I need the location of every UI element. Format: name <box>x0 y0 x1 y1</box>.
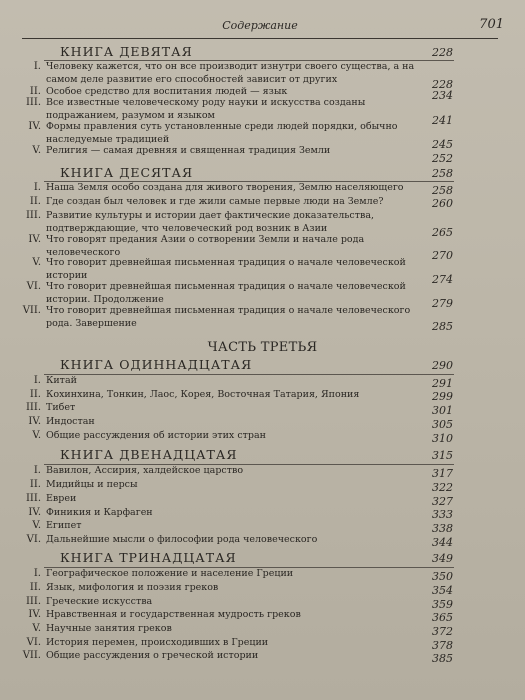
entry-page-number: 285 <box>432 320 453 333</box>
entry-title: Научные занятия греков <box>46 623 172 634</box>
entry-page-number: 372 <box>432 625 453 638</box>
entry-title: Общие рассуждения о греческой истории <box>46 650 259 661</box>
entry-page-number: 350 <box>432 570 453 583</box>
entry-title: Индостан <box>46 416 95 427</box>
entry-numeral: II. <box>29 389 41 400</box>
entry-title: Китай <box>46 375 77 386</box>
entry-numeral: III. <box>25 596 41 607</box>
entry-page-number: 344 <box>432 536 453 549</box>
entry-title: Мидийцы и персы <box>46 479 138 490</box>
entry-page-number: 327 <box>432 495 453 508</box>
entry-numeral: III. <box>25 402 41 413</box>
entry-title: Дальнейшие мысли о философии рода человеческого <box>46 534 318 545</box>
entry-numeral: V. <box>32 623 41 634</box>
book-heading: КНИГА ДЕВЯТАЯ <box>60 44 193 59</box>
entry-title: Развитие культуры и истории дает фактические доказательства, подтверждающие, что человеческий род возник в Азии <box>46 210 375 234</box>
book-heading: КНИГА ДВЕНАДЦАТАЯ <box>60 447 238 462</box>
book-page-number: 315 <box>432 449 453 462</box>
entry-title: Что говорит древнейшая письменная традиция о начале человеческой истории <box>46 257 406 281</box>
book-heading: КНИГА ТРИНАДЦАТАЯ <box>60 550 237 565</box>
book-heading: КНИГА ОДИННАДЦАТАЯ <box>60 357 253 372</box>
entry-numeral: IV. <box>28 121 41 132</box>
entry-page-number: 258 <box>432 184 453 197</box>
entry-numeral: V. <box>32 145 41 156</box>
entry-page-number: 260 <box>432 197 453 210</box>
entry-title: Что говорят предания Азии о сотворении Земли и начале рода человеческого <box>46 234 365 258</box>
entry-numeral: VI. <box>26 281 41 292</box>
entry-numeral: III. <box>25 97 41 108</box>
entry-page-number: 354 <box>432 584 453 597</box>
entry-page-number: 228 <box>432 78 453 91</box>
book-page-number: 290 <box>432 359 453 372</box>
entry-numeral: IV. <box>28 609 41 620</box>
entry-title: История перемен, происходивших в Греции <box>46 637 269 648</box>
entry-title: Где создан был человек и где жили самые первые люди на Земле? <box>46 196 384 207</box>
entry-numeral: IV. <box>28 234 41 245</box>
entry-title: Географическое положение и население Греции <box>46 568 294 579</box>
entry-numeral: II. <box>29 582 41 593</box>
entry-title: Кохинхина, Тонкин, Лаос, Корея, Восточная Татария, Япония <box>46 389 360 400</box>
entry-title: Общие рассуждения об истории этих стран <box>46 430 266 441</box>
entry-numeral: IV. <box>28 507 41 518</box>
entry-page-number: 317 <box>432 467 453 480</box>
entry-title: Нравственная и государственная мудрость греков <box>46 609 301 620</box>
entry-title: Что говорит древнейшая письменная традиция о начале человеческого рода. Завершение <box>46 305 411 329</box>
entry-page-number: 234 <box>432 89 453 102</box>
entry-page-number: 279 <box>432 297 453 310</box>
entry-numeral: II. <box>29 86 41 97</box>
entry-numeral: I. <box>33 465 41 476</box>
page-number: 701 <box>479 17 504 32</box>
entry-title: Язык, мифология и поэзия греков <box>46 582 219 593</box>
entry-numeral: I. <box>33 375 41 386</box>
entry-page-number: 245 <box>432 138 453 151</box>
entry-title: Все известные человеческому роду науки и искусства созданы подражанием, разумом и языком <box>46 97 366 121</box>
entry-page-number: 265 <box>432 226 453 239</box>
entry-title: Человеку кажется, что он все производит изнутри своего существа, а на самом деле развитие его способностей зависит от других <box>46 61 415 85</box>
entry-numeral: II. <box>29 196 41 207</box>
book-page-number: 228 <box>432 46 453 59</box>
entry-title: Что говорит древнейшая письменная традиция о начале человеческой истории. Продолжение <box>46 281 406 305</box>
entry-numeral: V. <box>32 520 41 531</box>
entry-page-number: 333 <box>432 508 453 521</box>
entry-page-number: 270 <box>432 249 453 262</box>
entry-title: Евреи <box>46 493 77 504</box>
entry-page-number: 299 <box>432 390 453 403</box>
book-page-number: 258 <box>432 167 453 180</box>
entry-page-number: 338 <box>432 522 453 535</box>
entry-numeral: I. <box>33 568 41 579</box>
entry-page-number: 359 <box>432 598 453 611</box>
entry-title: Формы правления суть установленные среди людей порядки, обычно наследуемые традицией <box>46 121 398 145</box>
entry-title: Греческие искусства <box>46 596 153 607</box>
entry-title: Финикия и Карфаген <box>46 507 153 518</box>
entry-page-number: 291 <box>432 377 453 390</box>
entry-page-number: 385 <box>432 652 453 665</box>
entry-numeral: VII. <box>22 650 41 661</box>
entry-page-number: 252 <box>432 152 453 165</box>
entry-numeral: VII. <box>22 305 41 316</box>
entry-page-number: 310 <box>432 432 453 445</box>
entry-numeral: VI. <box>26 534 41 545</box>
entry-page-number: 274 <box>432 273 453 286</box>
entry-numeral: I. <box>33 61 41 72</box>
book-page-number: 349 <box>432 552 453 565</box>
book-heading: КНИГА ДЕСЯТАЯ <box>60 165 194 180</box>
entry-title: Вавилон, Ассирия, халдейское царство <box>46 465 244 476</box>
entry-page-number: 305 <box>432 418 453 431</box>
entry-title: Египет <box>46 520 82 531</box>
entry-numeral: III. <box>25 493 41 504</box>
entry-numeral: V. <box>32 257 41 268</box>
entry-page-number: 378 <box>432 639 453 652</box>
entry-numeral: I. <box>33 182 41 193</box>
entry-page-number: 241 <box>432 114 453 127</box>
entry-title: Особое средство для воспитания людей — язык <box>46 86 288 97</box>
entry-numeral: V. <box>32 430 41 441</box>
entry-title: Тибет <box>46 402 76 413</box>
entry-numeral: IV. <box>28 416 41 427</box>
entry-page-number: 322 <box>432 481 453 494</box>
entry-page-number: 365 <box>432 611 453 624</box>
entry-title: Наша Земля особо создана для живого творения, Землю населяющего <box>46 182 404 193</box>
part-heading: ЧАСТЬ ТРЕТЬЯ <box>207 340 318 355</box>
entry-numeral: III. <box>25 210 41 221</box>
entry-numeral: II. <box>29 479 41 490</box>
running-title: Содержание <box>222 19 298 32</box>
entry-numeral: VI. <box>26 637 41 648</box>
entry-page-number: 301 <box>432 404 453 417</box>
entry-title: Религия — самая древняя и священная традиция Земли <box>46 145 331 156</box>
